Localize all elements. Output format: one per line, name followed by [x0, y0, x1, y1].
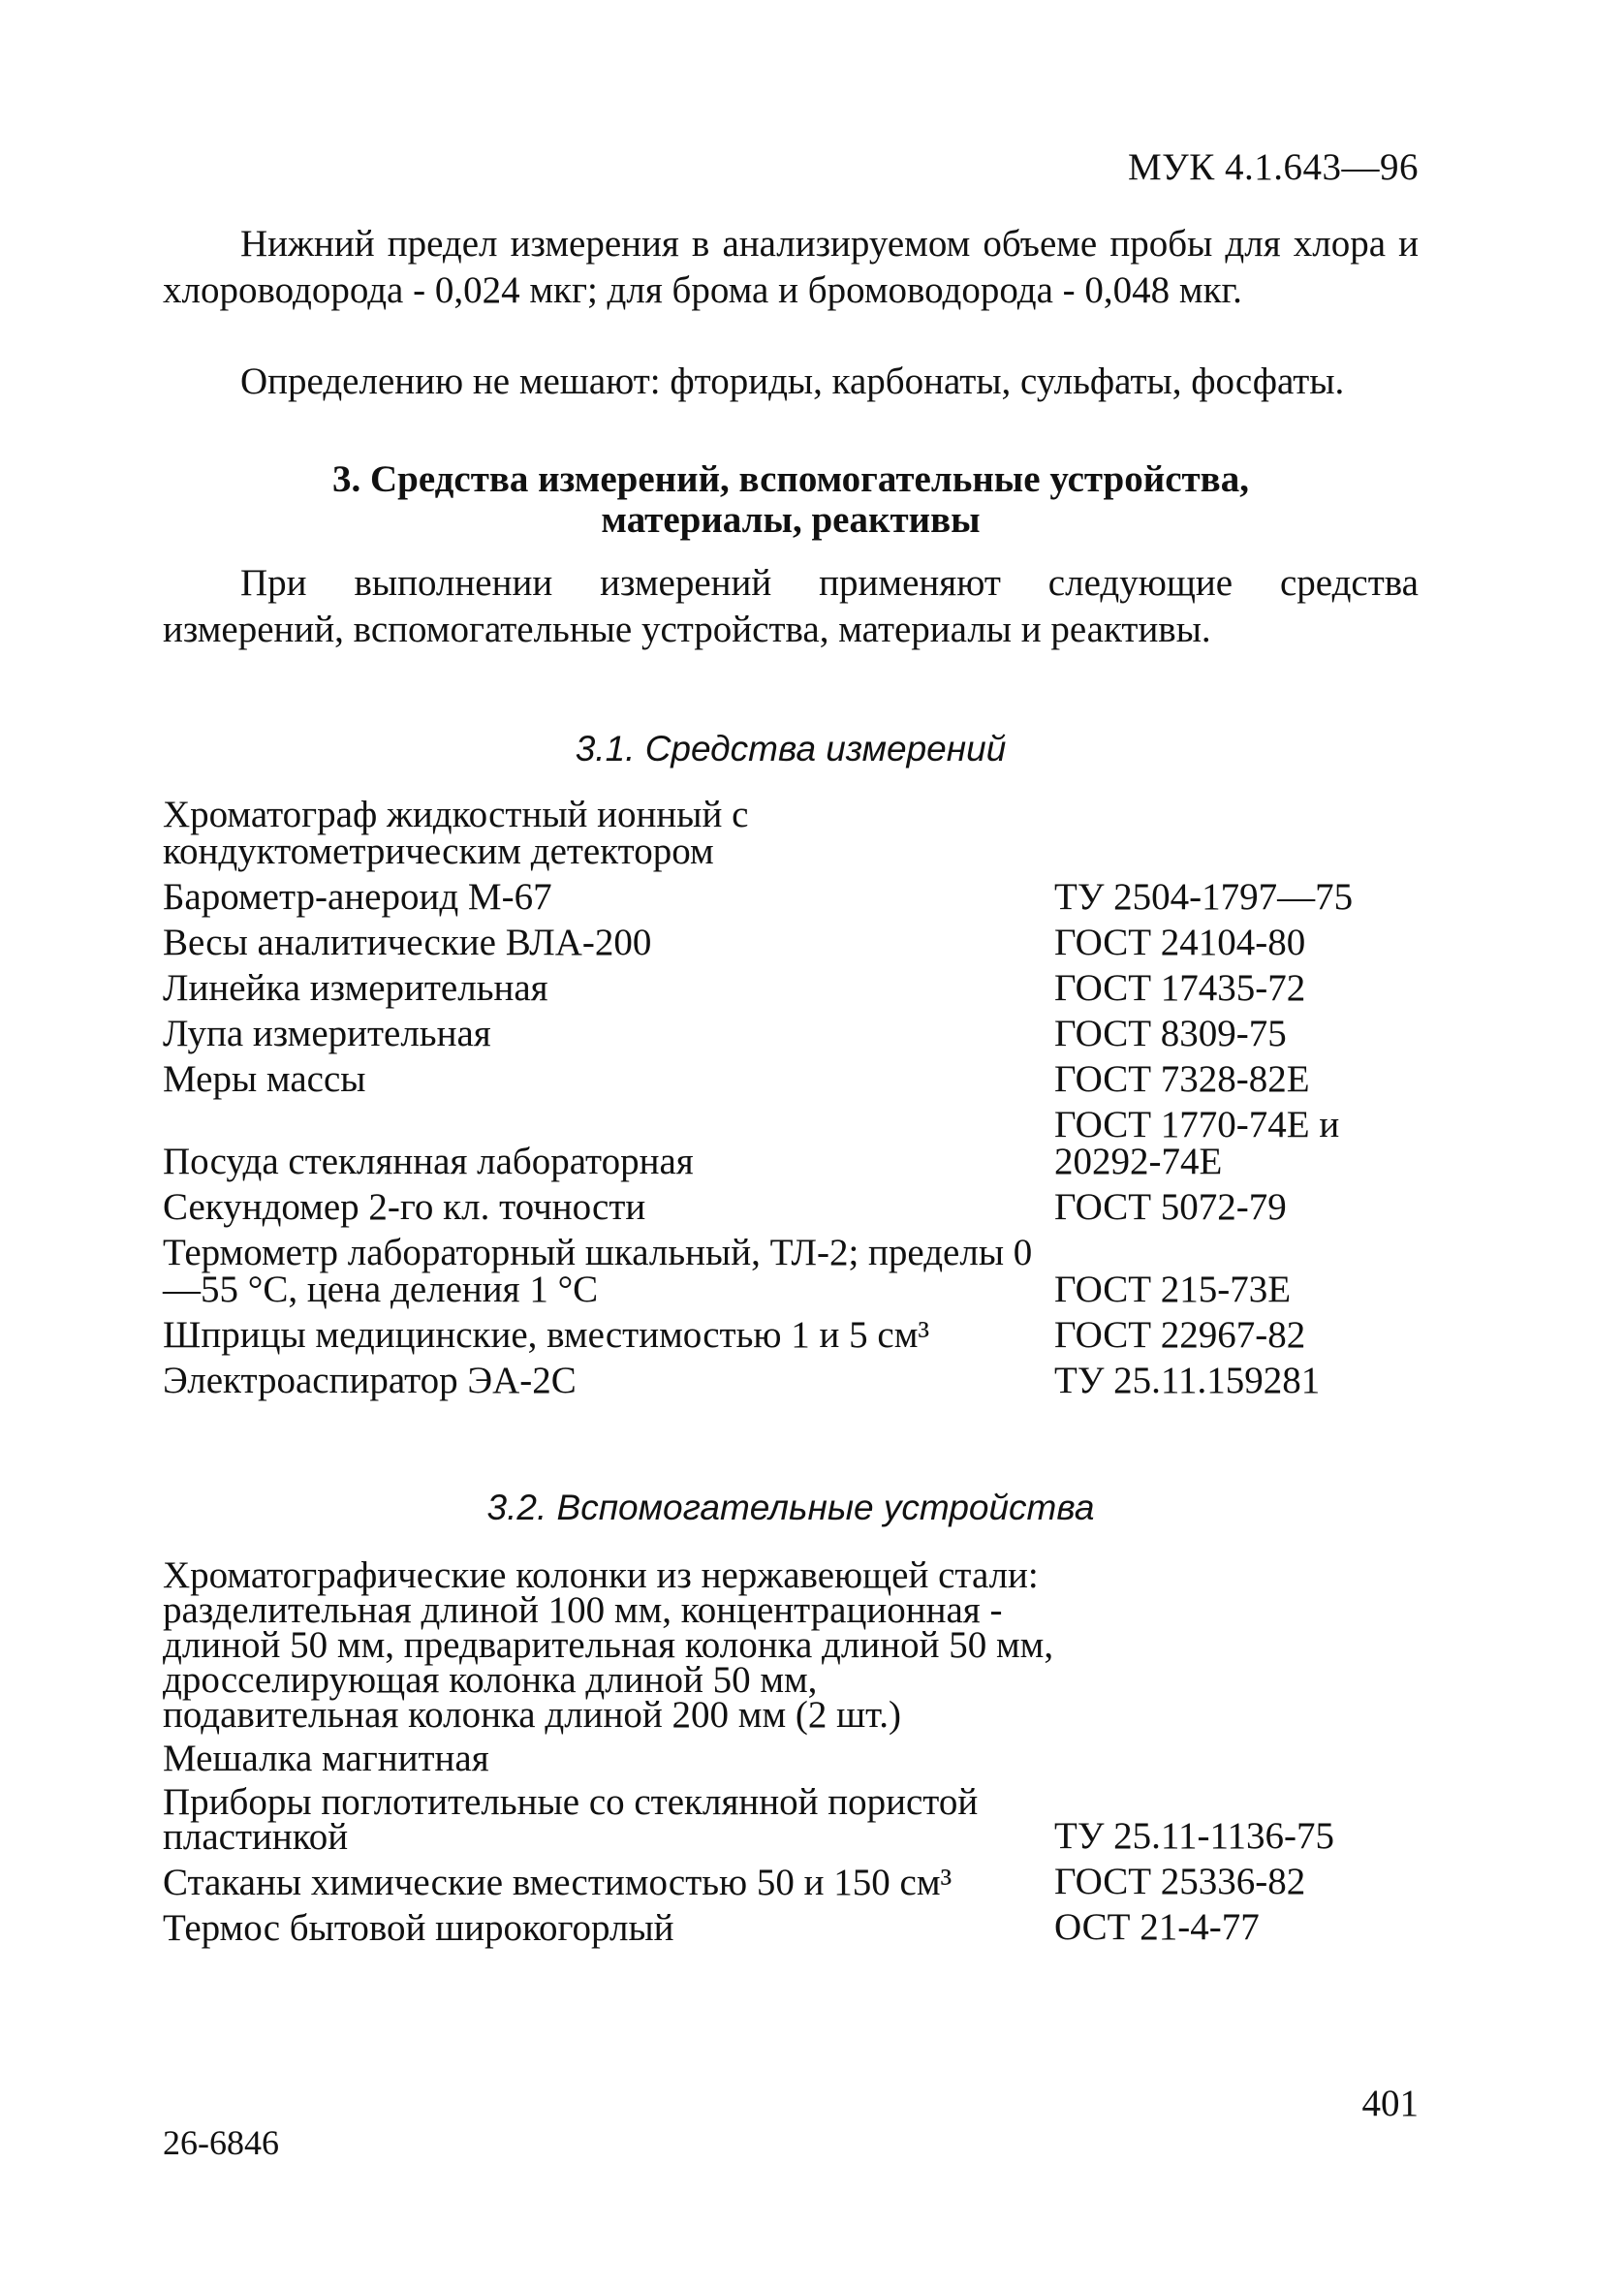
list-item [163, 1554, 1422, 1736]
item-standard: ОСТ 21-4-77 [1054, 1906, 1260, 1948]
item-name: Меры массы [163, 1058, 366, 1100]
section-heading [163, 459, 1419, 541]
item-name: Барометр-анероид М-67 [163, 876, 552, 918]
item-name: Линейка измерительная [163, 967, 548, 1009]
list-item [163, 1104, 1422, 1182]
item-standard: ГОСТ 17435-72 [1054, 967, 1306, 1009]
item-name: Лупа измерительная [163, 1013, 491, 1054]
section-heading-line-2: материалы, реактивы [601, 499, 981, 541]
item-standard: ГОСТ 24104-80 [1054, 922, 1306, 963]
list-item [163, 1781, 1422, 1858]
list-item [163, 967, 1422, 1009]
item-name: Приборы поглотительные со стеклянной пористой пластинкой [163, 1781, 979, 1858]
auxiliary-devices-list [163, 1554, 1422, 1955]
item-standard: ГОСТ 22967-82 [1054, 1314, 1306, 1356]
item-standard: ТУ 25.11-1136-75 [1054, 1815, 1335, 1857]
list-item [163, 876, 1422, 918]
item-name: Мешалка магнитная [163, 1738, 489, 1779]
item-name: Термос бытовой широкогорлый [163, 1907, 674, 1949]
item-name: Шприцы медицинские, вместимостью 1 и 5 см³ [163, 1314, 930, 1356]
list-item [163, 1861, 1422, 1903]
page-number: 401 [1361, 2083, 1419, 2124]
paragraph-intro: При выполнении измерений применяют следующие средства измерений, вспомогательные устройства, материалы и реактивы. [163, 562, 1419, 650]
list-item [163, 1314, 1422, 1356]
item-standard: ГОСТ 25336-82 [1054, 1861, 1306, 1902]
subsection-title-auxiliary-devices: 3.2. Вспомогательные устройства [486, 1488, 1095, 1527]
list-item [163, 1058, 1422, 1100]
list-item [163, 1360, 1422, 1401]
item-name: Хроматографические колонки из нержавеющей стали: разделительная длиной 100 мм, концентрационная - длиной 50 мм, предварительная колонка длиной 50 мм, дросселирующая колонка длиной 50 мм, подавительная колонка длиной 200 мм (2 шт.) [163, 1554, 1054, 1736]
item-standard: ТУ 25.11.159281 [1054, 1360, 1321, 1401]
paragraph-detection-limit: Нижний предел измерения в анализируемом объеме пробы для хлора и хлороводорода - 0,024 мкг; для брома и бромоводорода - 0,048 мкг. [163, 223, 1419, 311]
item-standard: ГОСТ 215-73Е [1054, 1269, 1292, 1310]
item-name: Стаканы химические вместимостью 50 и 150 см³ [163, 1862, 953, 1903]
item-name: Электроаспиратор ЭА-2С [163, 1360, 577, 1401]
paragraph-interferences: Определению не мешают: фториды, карбонаты, сульфаты, фосфаты. [240, 361, 1345, 402]
subsection-title-measuring-instruments: 3.1. Средства измерений [575, 729, 1007, 768]
item-name: Термометр лабораторный шкальный, ТЛ-2; пределы 0—55 °С, цена деления 1 °С [163, 1232, 1033, 1310]
section-heading-line-1: 3. Средства измерений, вспомогательные устройства, [332, 458, 1249, 500]
list-item [163, 1186, 1422, 1228]
list-item [163, 1906, 1422, 1949]
item-standard: ГОСТ 8309-75 [1054, 1013, 1287, 1054]
measuring-instruments-list [163, 794, 1422, 1408]
item-standard: ТУ 2504-1797—75 [1054, 876, 1354, 918]
item-name: Секундомер 2-го кл. точности [163, 1186, 646, 1228]
item-standard: ГОСТ 1770-74Е и 20292-74Е [1054, 1104, 1340, 1182]
list-item [163, 794, 1422, 872]
item-name: Хроматограф жидкостный ионный с кондуктометрическим детектором [163, 794, 749, 872]
document-code: МУК 4.1.643—96 [1127, 146, 1419, 188]
item-name: Весы аналитические ВЛА-200 [163, 922, 652, 963]
list-item [163, 1738, 1422, 1779]
list-item [163, 922, 1422, 963]
print-code: 26-6846 [163, 2123, 279, 2162]
item-name: Посуда стеклянная лабораторная [163, 1141, 694, 1182]
list-item [163, 1013, 1422, 1054]
item-standard: ГОСТ 5072-79 [1054, 1186, 1287, 1228]
list-item [163, 1232, 1422, 1310]
item-standard: ГОСТ 7328-82Е [1054, 1058, 1310, 1100]
